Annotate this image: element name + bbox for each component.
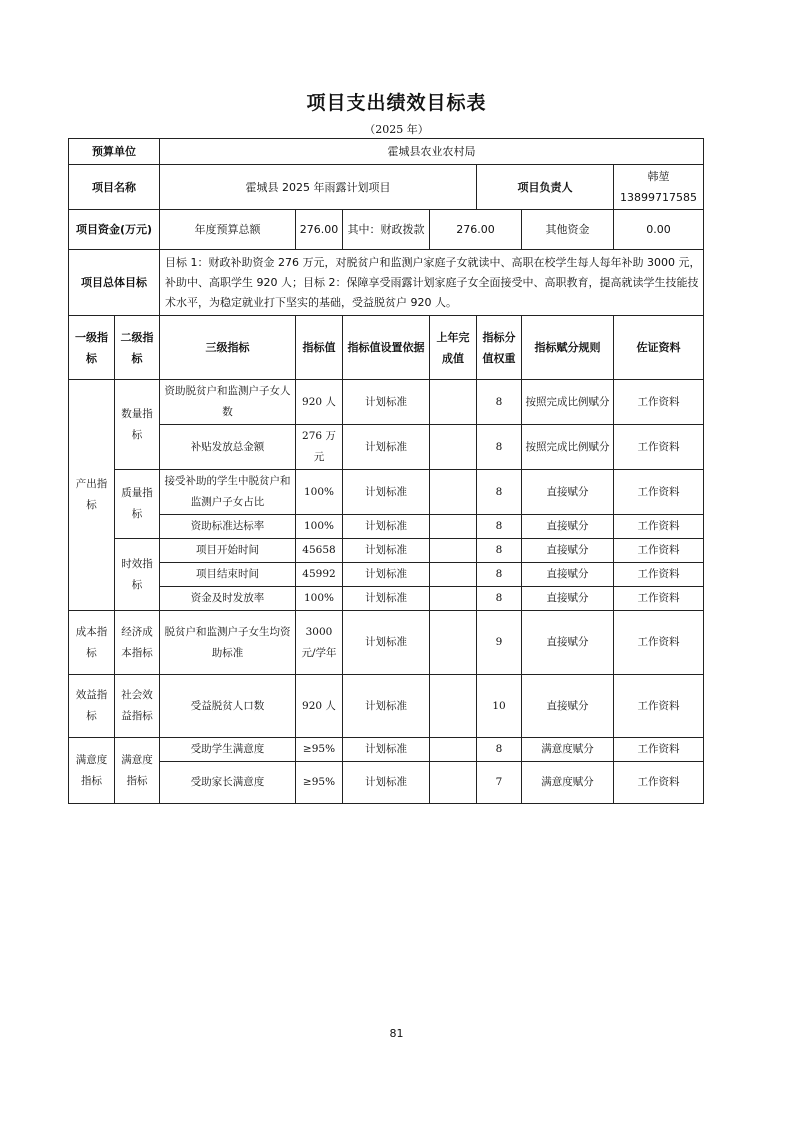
row-value: 100% [296, 470, 343, 515]
page-title: 项目支出绩效目标表 [306, 92, 487, 114]
row-weight: 8 [477, 515, 522, 539]
goal-label: 项目总体目标 [69, 250, 160, 316]
level2-quality: 质量指标 [115, 470, 160, 539]
row-evidence: 工作资料 [614, 470, 704, 515]
row-l3: 接受补助的学生中脱贫户和监测户子女占比 [160, 470, 296, 515]
level2-social-benefit: 社会效益指标 [115, 675, 160, 738]
row-weight: 8 [477, 470, 522, 515]
funds-label: 项目资金(万元) [69, 210, 160, 250]
row-basis: 计划标准 [343, 515, 430, 539]
row-rule: 按照完成比例赋分 [522, 425, 614, 470]
level1-satisfaction: 满意度指标 [69, 738, 115, 804]
annual-budget-label: 年度预算总额 [160, 210, 296, 250]
row-value: 920 人 [296, 675, 343, 738]
row-evidence: 工作资料 [614, 380, 704, 425]
manager-label: 项目负责人 [477, 165, 614, 210]
page-number: 81 [389, 1027, 404, 1040]
project-name-label: 项目名称 [69, 165, 160, 210]
level2-timeliness: 时效指标 [115, 539, 160, 611]
row-value: 45658 [296, 539, 343, 563]
row-last [430, 762, 477, 804]
budget-unit-value: 霍城县农业农村局 [160, 139, 704, 165]
row-rule: 按照完成比例赋分 [522, 380, 614, 425]
goal-text: 目标 1：财政补助资金 276 万元，对脱贫户和监测户家庭子女就读中、高职在校学生每人每年补助 3000 元，补助中、高职学生 920 人；目标 2：保障享受雨露计划家庭子女全面接受中、高职教育，提高就读学生技能技术水平，为稳定就业打下坚实的基础，受益脱贫户 920 人。 [160, 250, 704, 316]
row-evidence: 工作资料 [614, 762, 704, 804]
row-last [430, 539, 477, 563]
row-basis: 计划标准 [343, 738, 430, 762]
row-basis: 计划标准 [343, 425, 430, 470]
header-level2: 二级指标 [115, 316, 160, 380]
row-l3: 受助家长满意度 [160, 762, 296, 804]
fiscal-label: 其中：财政拨款 [343, 210, 430, 250]
row-evidence: 工作资料 [614, 611, 704, 675]
other-funds-label: 其他资金 [522, 210, 614, 250]
row-last [430, 675, 477, 738]
budget-unit-label: 预算单位 [69, 139, 160, 165]
row-basis: 计划标准 [343, 675, 430, 738]
header-basis: 指标值设置依据 [343, 316, 430, 380]
row-last [430, 587, 477, 611]
header-rule: 指标赋分规则 [522, 316, 614, 380]
row-rule: 满意度赋分 [522, 738, 614, 762]
row-weight: 7 [477, 762, 522, 804]
row-basis: 计划标准 [343, 611, 430, 675]
row-weight: 8 [477, 380, 522, 425]
level1-cost: 成本指标 [69, 611, 115, 675]
row-l3: 资金及时发放率 [160, 587, 296, 611]
row-value: 276 万元 [296, 425, 343, 470]
row-last [430, 470, 477, 515]
level2-quantity: 数量指标 [115, 380, 160, 470]
row-rule: 直接赋分 [522, 587, 614, 611]
row-rule: 满意度赋分 [522, 762, 614, 804]
row-last [430, 611, 477, 675]
row-evidence: 工作资料 [614, 539, 704, 563]
row-evidence: 工作资料 [614, 587, 704, 611]
level1-benefit: 效益指标 [69, 675, 115, 738]
manager-name: 韩堃 [647, 170, 670, 183]
row-l3: 项目开始时间 [160, 539, 296, 563]
header-weight: 指标分值权重 [477, 316, 522, 380]
row-evidence: 工作资料 [614, 563, 704, 587]
row-value: 45992 [296, 563, 343, 587]
row-last [430, 738, 477, 762]
row-value: 100% [296, 587, 343, 611]
row-evidence: 工作资料 [614, 738, 704, 762]
row-rule: 直接赋分 [522, 675, 614, 738]
row-evidence: 工作资料 [614, 675, 704, 738]
row-value: 100% [296, 515, 343, 539]
row-basis: 计划标准 [343, 762, 430, 804]
row-weight: 8 [477, 563, 522, 587]
header-level3: 三级指标 [160, 316, 296, 380]
annual-budget-value: 276.00 [296, 210, 343, 250]
row-weight: 8 [477, 738, 522, 762]
row-rule: 直接赋分 [522, 611, 614, 675]
row-value: ≥95% [296, 738, 343, 762]
level2-economic-cost: 经济成本指标 [115, 611, 160, 675]
row-basis: 计划标准 [343, 587, 430, 611]
row-evidence: 工作资料 [614, 425, 704, 470]
row-l3: 补贴发放总金额 [160, 425, 296, 470]
row-basis: 计划标准 [343, 563, 430, 587]
row-value: 920 人 [296, 380, 343, 425]
row-l3: 脱贫户和监测户子女生均资助标准 [160, 611, 296, 675]
row-weight: 8 [477, 539, 522, 563]
performance-table [68, 138, 704, 804]
row-basis: 计划标准 [343, 470, 430, 515]
row-evidence: 工作资料 [614, 515, 704, 539]
row-rule: 直接赋分 [522, 563, 614, 587]
manager-value [614, 165, 704, 210]
row-weight: 9 [477, 611, 522, 675]
row-last [430, 563, 477, 587]
level1-output: 产出指标 [69, 380, 115, 611]
row-l3: 资助标准达标率 [160, 515, 296, 539]
row-weight: 8 [477, 587, 522, 611]
row-l3: 受益脱贫人口数 [160, 675, 296, 738]
row-rule: 直接赋分 [522, 470, 614, 515]
row-last [430, 380, 477, 425]
row-last [430, 515, 477, 539]
project-name-value: 霍城县 2025 年雨露计划项目 [160, 165, 477, 210]
row-l3: 资助脱贫户和监测户子女人数 [160, 380, 296, 425]
header-evidence: 佐证资料 [614, 316, 704, 380]
header-value: 指标值 [296, 316, 343, 380]
row-basis: 计划标准 [343, 380, 430, 425]
row-basis: 计划标准 [343, 539, 430, 563]
row-value: 3000 元/学年 [296, 611, 343, 675]
row-weight: 10 [477, 675, 522, 738]
row-rule: 直接赋分 [522, 539, 614, 563]
level2-satisfaction: 满意度指标 [115, 738, 160, 804]
row-last [430, 425, 477, 470]
row-l3: 项目结束时间 [160, 563, 296, 587]
header-last-year: 上年完成值 [430, 316, 477, 380]
header-level1: 一级指标 [69, 316, 115, 380]
other-funds-value: 0.00 [614, 210, 704, 250]
year-label: （2025 年） [364, 123, 429, 136]
fiscal-value: 276.00 [430, 210, 522, 250]
manager-phone: 13899717585 [620, 191, 697, 204]
row-rule: 直接赋分 [522, 515, 614, 539]
row-value: ≥95% [296, 762, 343, 804]
row-l3: 受助学生满意度 [160, 738, 296, 762]
row-weight: 8 [477, 425, 522, 470]
